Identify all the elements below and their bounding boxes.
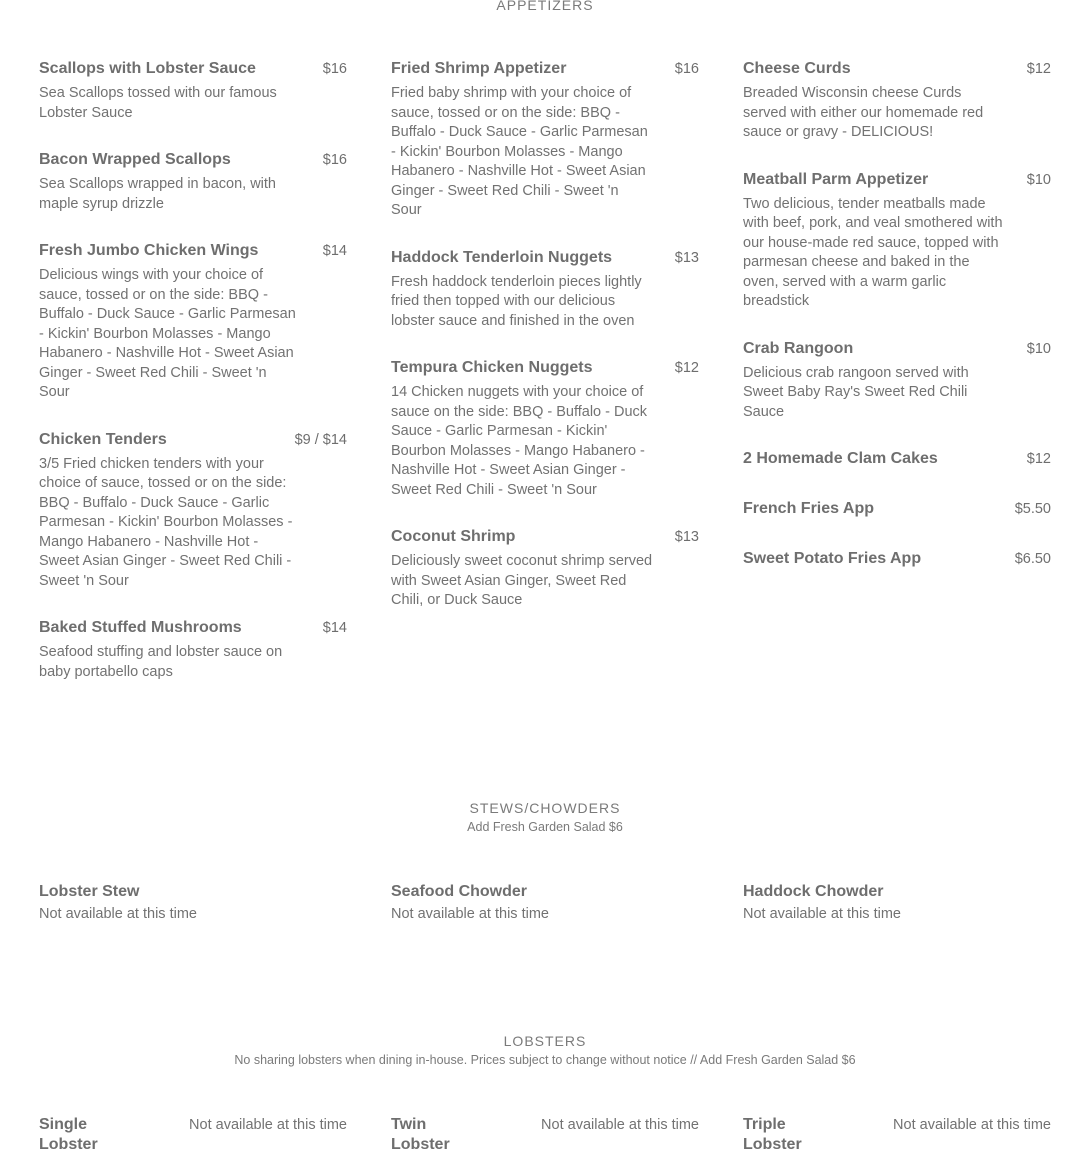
item-description: Breaded Wisconsin cheese Curds served with either our homemade red sauce or gravy - DELICIOUS! <box>743 85 984 140</box>
item-price: $16 <box>674 61 699 77</box>
item-name: Lobster Stew <box>39 883 140 900</box>
item-price: $5.50 <box>1014 501 1051 517</box>
menu-item <box>743 549 1051 569</box>
stews-column-1 <box>39 882 347 925</box>
item-price: $14 <box>322 243 347 259</box>
item-name: Coconut Shrimp <box>391 528 516 545</box>
item-price: $10 <box>1026 171 1051 188</box>
menu-item <box>391 59 699 221</box>
item-name: Fresh Jumbo Chicken Wings <box>39 242 259 259</box>
menu-item <box>743 449 1051 469</box>
item-name: Scallops with Lobster Sauce <box>39 60 256 77</box>
item-status: Not available at this time <box>541 1117 699 1133</box>
item-name: Fried Shrimp Appetizer <box>391 60 567 77</box>
item-name: Triple Lobster <box>743 1116 802 1153</box>
item-name: 2 Homemade Clam Cakes <box>743 450 938 467</box>
item-name: Meatball Parm Appetizer <box>743 170 929 188</box>
item-description: Delicious wings with your choice of sauce, tossed or on the side: BBQ - Buffalo - Duck Sauce - Garlic Parmesan - Kickin' Bourbon Molasses - Mango Habanero - Nashville Hot - Sweet Asian Ginger - Sweet Red Chili - Sweet 'n Sour <box>39 267 296 400</box>
item-description: Fresh haddock tenderloin pieces lightly fried then topped with our delicious lobster sauce and finished in the oven <box>391 273 642 329</box>
item-price: $13 <box>674 529 699 545</box>
item-name: Baked Stuffed Mushrooms <box>39 619 242 636</box>
item-name: Sweet Potato Fries App <box>743 550 922 567</box>
item-description: 3/5 Fried chicken tenders with your choice of sauce, tossed or on the side: BBQ - Buffalo - Duck Sauce - Garlic Parmesan - Kickin' Bourbon Molasses - Mango Habanero - Nashville Hot - Sweet Asian Ginger - Sweet Red Chili - Sweet 'n Sour <box>39 455 293 589</box>
item-description: Delicious crab rangoon served with Sweet Baby Ray's Sweet Red Chili Sauce <box>743 364 969 420</box>
lobsters-subtitle: No sharing lobsters when dining in-house. Prices subject to change without notice // Add Fresh Garden Salad $6 <box>234 1053 856 1067</box>
item-status: Not available at this time <box>189 1117 347 1133</box>
appetizers-column-2 <box>391 59 699 638</box>
item-price: $9 / $14 <box>294 431 347 448</box>
stews-section <box>0 799 1090 835</box>
appetizers-column-1 <box>39 59 347 709</box>
item-description: Deliciously sweet coconut shrimp served with Sweet Asian Ginger, Sweet Red Chili, or Duck Sauce <box>391 553 653 608</box>
item-description: Not available at this time <box>743 906 901 922</box>
item-name: Bacon Wrapped Scallops <box>39 151 231 168</box>
item-price: $12 <box>674 360 699 376</box>
item-description: Not available at this time <box>391 906 549 922</box>
item-name: Cheese Curds <box>743 60 851 77</box>
item-name: Haddock Chowder <box>743 883 884 900</box>
item-name: French Fries App <box>743 500 874 517</box>
item-price: $12 <box>1026 451 1051 467</box>
lobsters-title: LOBSTERS <box>503 1033 587 1049</box>
menu-item <box>743 170 1051 312</box>
lobster-item-twin <box>391 1115 699 1155</box>
lobster-item-single <box>39 1115 347 1155</box>
item-description: Sea Scallops wrapped in bacon, with maple syrup drizzle <box>39 176 276 212</box>
menu-item <box>391 358 699 500</box>
item-price: $12 <box>1026 61 1051 77</box>
stews-column-2 <box>391 882 699 925</box>
item-description: Sea Scallops tossed with our famous Lobster Sauce <box>39 85 277 121</box>
appetizers-column-3 <box>743 59 1051 599</box>
item-status: Not available at this time <box>893 1117 1051 1133</box>
appetizers-title: APPETIZERS <box>496 0 594 13</box>
item-price: $14 <box>322 620 347 636</box>
lobster-item-triple <box>743 1115 1051 1155</box>
item-name: Chicken Tenders <box>39 430 167 448</box>
item-name: Crab Rangoon <box>743 339 854 357</box>
menu-item <box>743 59 1051 143</box>
item-description: Two delicious, tender meatballs made with beef, pork, and veal smothered with our house-made red sauce, topped with parmesan cheese and baked in the oven, served with a warm garlic breadstick <box>743 195 1003 309</box>
stews-column-3 <box>743 882 1051 925</box>
lobsters-section <box>0 1032 1090 1068</box>
item-description: Seafood stuffing and lobster sauce on baby portabello caps <box>39 644 283 680</box>
item-description: Not available at this time <box>39 906 197 922</box>
menu-item <box>39 430 347 592</box>
appetizers-section <box>0 0 1090 14</box>
menu-item <box>743 499 1051 519</box>
menu-item <box>39 150 347 214</box>
stews-title: STEWS/CHOWDERS <box>469 800 621 816</box>
item-price: $6.50 <box>1014 551 1051 567</box>
menu-item <box>39 59 347 123</box>
stews-subtitle: Add Fresh Garden Salad $6 <box>467 820 623 834</box>
menu-item <box>39 618 347 682</box>
menu-item <box>743 339 1051 423</box>
item-name: Tempura Chicken Nuggets <box>391 359 593 376</box>
item-name: Single Lobster <box>39 1116 98 1153</box>
item-price: $16 <box>322 152 347 168</box>
menu-item <box>391 248 699 332</box>
item-price: $13 <box>674 249 699 266</box>
menu-item <box>39 241 347 403</box>
item-description: Fried baby shrimp with your choice of sauce, tossed or on the side: BBQ - Buffalo - Duck Sauce - Garlic Parmesan - Kickin' Bourbon Molasses - Mango Habanero - Nashville Hot - Sweet Asian Ginger - Sweet Red Chili - Sweet 'n Sour <box>391 85 648 218</box>
item-name: Haddock Tenderloin Nuggets <box>391 248 613 266</box>
item-description: 14 Chicken nuggets with your choice of sauce on the side: BBQ - Buffalo - Duck Sauce - Garlic Parmesan - Kickin' Bourbon Molasses - Mango Habanero - Nashville Hot - Sweet Asian Ginger - Sweet Red Chili - Sweet 'n Sour <box>391 384 648 498</box>
item-price: $16 <box>322 61 347 77</box>
item-price: $10 <box>1026 340 1051 357</box>
menu-item <box>391 527 699 611</box>
item-name: Seafood Chowder <box>391 883 528 900</box>
item-name: Twin Lobster <box>391 1116 450 1153</box>
